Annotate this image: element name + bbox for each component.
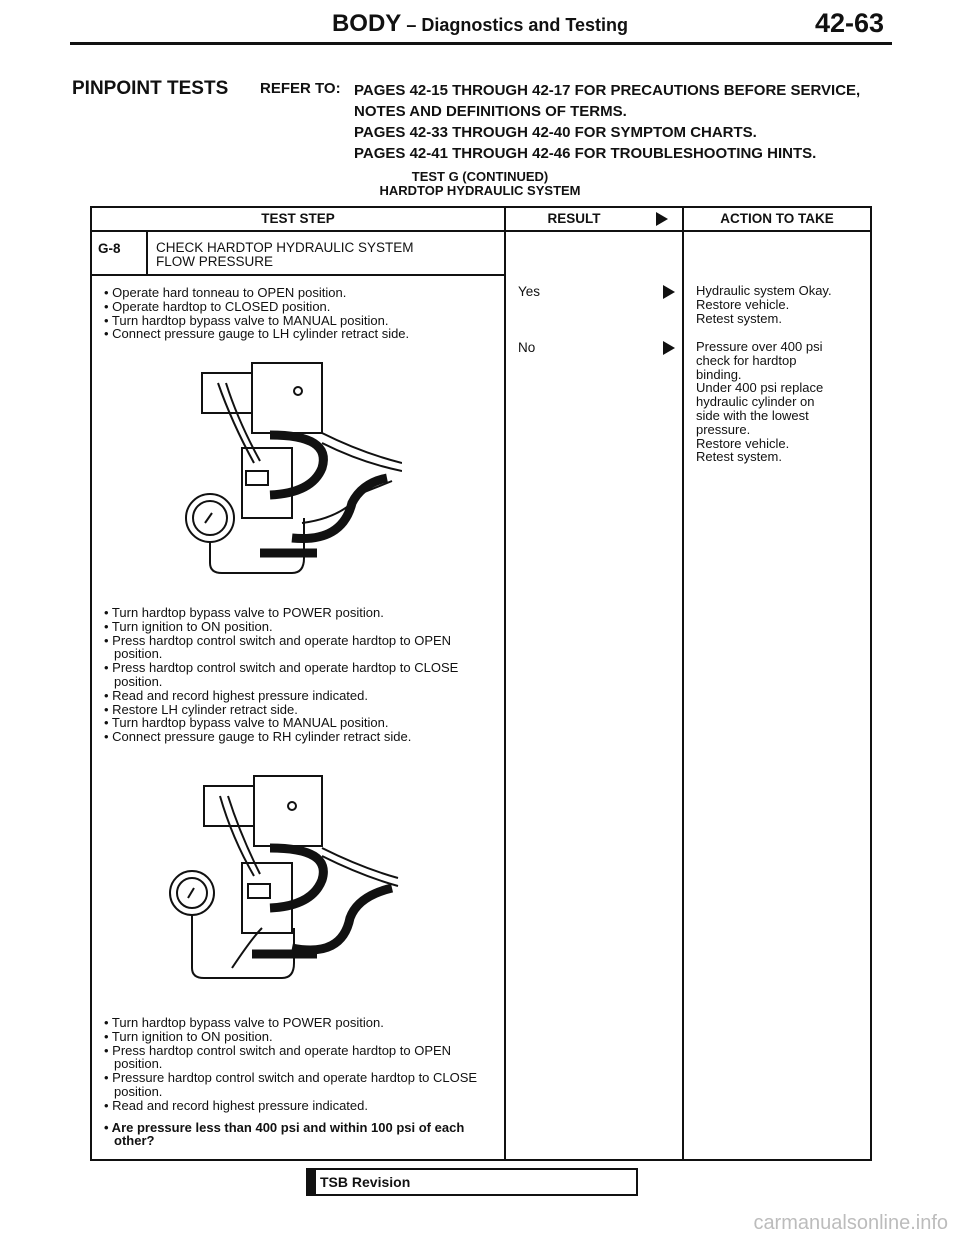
bullet-item: • Restore LH cylinder retract side.	[104, 701, 298, 717]
bullet-item: • Connect pressure gauge to RH cylinder retract side.	[104, 729, 412, 745]
refer-line: PAGES 42-15 THROUGH 42-17 FOR PRECAUTIONS BEFORE SERVICE,	[354, 82, 861, 99]
bullet-item: • Read and record highest pressure indicated.	[104, 1097, 368, 1113]
bullet-item: • Read and record highest pressure indicated.	[104, 687, 368, 703]
header-rule	[70, 42, 892, 45]
bullet-item: • Turn hardtop bypass valve to POWER position.	[104, 605, 384, 620]
result-no: No	[518, 340, 536, 355]
section-subtitle: – Diagnostics and Testing	[401, 15, 629, 35]
bullet-item: • Pressure hardtop control switch and operate hardtop to CLOSE position.	[104, 1070, 478, 1099]
action-no	[696, 340, 866, 464]
action-line: Restore vehicle.	[696, 435, 790, 451]
question: • Are pressure less than 400 psi and within 100 psi of each other?	[104, 1119, 465, 1149]
col-header-test-step: TEST STEP	[261, 211, 335, 226]
arrow-icon	[663, 341, 675, 355]
section-title: BODY	[331, 10, 402, 37]
step-title-line: CHECK HARDTOP HYDRAULIC SYSTEM	[156, 240, 414, 255]
refer-line: NOTES AND DEFINITIONS OF TERMS.	[354, 103, 627, 120]
bullet-item: • Operate hard tonneau to OPEN position.	[104, 285, 347, 300]
result-yes: Yes	[518, 284, 541, 299]
step-id-divider	[146, 230, 148, 274]
hydraulic-gauge-diagram-lh	[162, 353, 402, 583]
bullet-item: • Turn hardtop bypass valve to POWER position.	[104, 1015, 384, 1030]
column-divider	[504, 208, 506, 1159]
arrow-icon	[663, 285, 675, 299]
action-line: pressure.	[696, 421, 751, 437]
bullet-item: • Turn hardtop bypass valve to MANUAL position.	[104, 715, 389, 731]
col-header-result: RESULT	[547, 211, 601, 226]
bullet-list-b	[104, 606, 484, 744]
bullet-item: • Turn hardtop bypass valve to MANUAL position.	[104, 312, 389, 328]
bullet-list-a	[104, 286, 484, 341]
step-title	[156, 241, 414, 269]
action-line: hydraulic cylinder on	[696, 394, 815, 410]
bullet-item: • Turn ignition to ON position.	[104, 1028, 273, 1044]
action-line: Retest system.	[696, 310, 782, 326]
refer-line: PAGES 42-33 THROUGH 42-40 FOR SYMPTOM CHARTS.	[354, 124, 757, 141]
step-id: G-8	[98, 241, 121, 256]
action-line: Under 400 psi replace	[696, 380, 824, 396]
test-title-line1: TEST G (CONTINUED)	[411, 169, 549, 184]
bullet-item: • Press hardtop control switch and operate hardtop to CLOSE position.	[104, 660, 459, 689]
bullet-list-c	[104, 1016, 494, 1148]
col-header-action: ACTION TO TAKE	[720, 211, 834, 226]
test-title	[0, 170, 960, 198]
bullet-item: • Turn ignition to ON position.	[104, 618, 273, 634]
column-divider	[682, 208, 684, 1159]
action-line: Retest system.	[696, 449, 782, 465]
watermark: carmanualsonline.info	[753, 1212, 948, 1234]
refer-lines	[354, 80, 860, 164]
tsb-bar	[308, 1170, 316, 1194]
step-title-line: FLOW PRESSURE	[156, 254, 274, 269]
refer-line: PAGES 42-41 THROUGH 42-46 FOR TROUBLESHOOTING HINTS.	[354, 145, 817, 162]
tsb-revision-label: TSB Revision	[320, 1174, 411, 1190]
bullet-item: • Press hardtop control switch and operate hardtop to OPEN position.	[104, 1042, 452, 1072]
test-title-line2: HARDTOP HYDRAULIC SYSTEM	[379, 183, 581, 198]
hydraulic-gauge-diagram-rh	[162, 768, 402, 998]
refer-label: REFER TO:	[260, 80, 341, 97]
arrow-icon	[656, 212, 668, 226]
action-line: check for hardtop	[696, 352, 797, 368]
test-table	[90, 206, 872, 1161]
bullet-item: • Connect pressure gauge to LH cylinder retract side.	[104, 326, 410, 342]
tsb-revision-box	[306, 1168, 638, 1196]
action-line: binding.	[696, 366, 742, 382]
action-line: Hydraulic system Okay.	[696, 283, 832, 298]
step-title-rule	[92, 274, 504, 276]
action-yes	[696, 284, 866, 325]
action-line: side with the lowest	[696, 407, 809, 423]
action-line: Restore vehicle.	[696, 296, 790, 312]
bullet-item: • Press hardtop control switch and operate hardtop to OPEN position.	[104, 632, 452, 662]
action-line: Pressure over 400 psi	[696, 339, 823, 354]
pinpoint-title: PINPOINT TESTS	[72, 78, 229, 99]
page-number: 42-63	[814, 8, 884, 38]
header-row-rule	[92, 230, 870, 232]
bullet-item: • Operate hardtop to CLOSED position.	[104, 298, 331, 314]
